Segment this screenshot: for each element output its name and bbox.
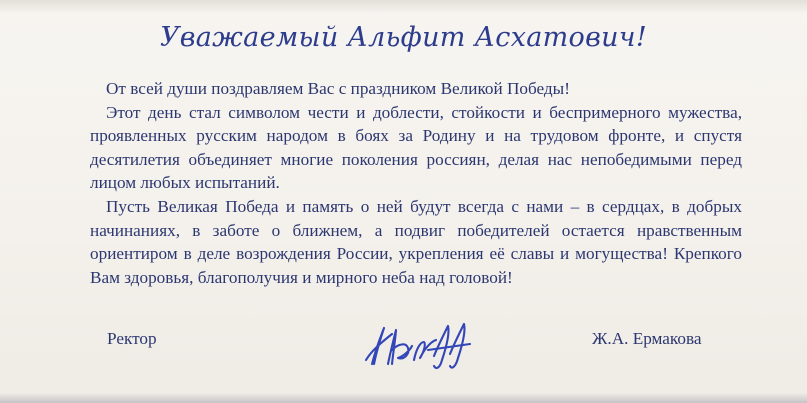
signature-block bbox=[0, 320, 807, 380]
paragraph-day-meaning: Этот день стал символом чести и доблести, стойкости и беспримерного мужества, проявленных русским народом в боях за Родину и на трудовом фронте, и спустя десятилетия объединяет многие поколения россиян, делая нас непобедимыми перед лицом любых испытаний. bbox=[90, 102, 742, 193]
signer-position: Ректор bbox=[107, 329, 157, 348]
paragraph-wishes: Пусть Великая Победа и память о ней будут всегда с нами – в сердцах, в добрых начинаниях, в заботе о ближнем, а подвиг победителей остается нравственным ориентиром в деле возрождения России, укрепления её славы и могущества! Крепкого Вам здоровья, благополучия и мирного неба над головой! bbox=[90, 196, 742, 287]
signer-name: Ж.А. Ермакова bbox=[592, 329, 702, 348]
handwritten-signature bbox=[362, 320, 474, 372]
paragraph-congratulation: От всей души поздравляем Вас с праздником Великой Победы! bbox=[106, 79, 570, 98]
top-shadow bbox=[0, 0, 807, 14]
bottom-edge bbox=[0, 393, 807, 403]
greeting-heading: Уважаемый Альфит Асхатович! bbox=[159, 22, 648, 53]
letter-body bbox=[90, 77, 742, 289]
